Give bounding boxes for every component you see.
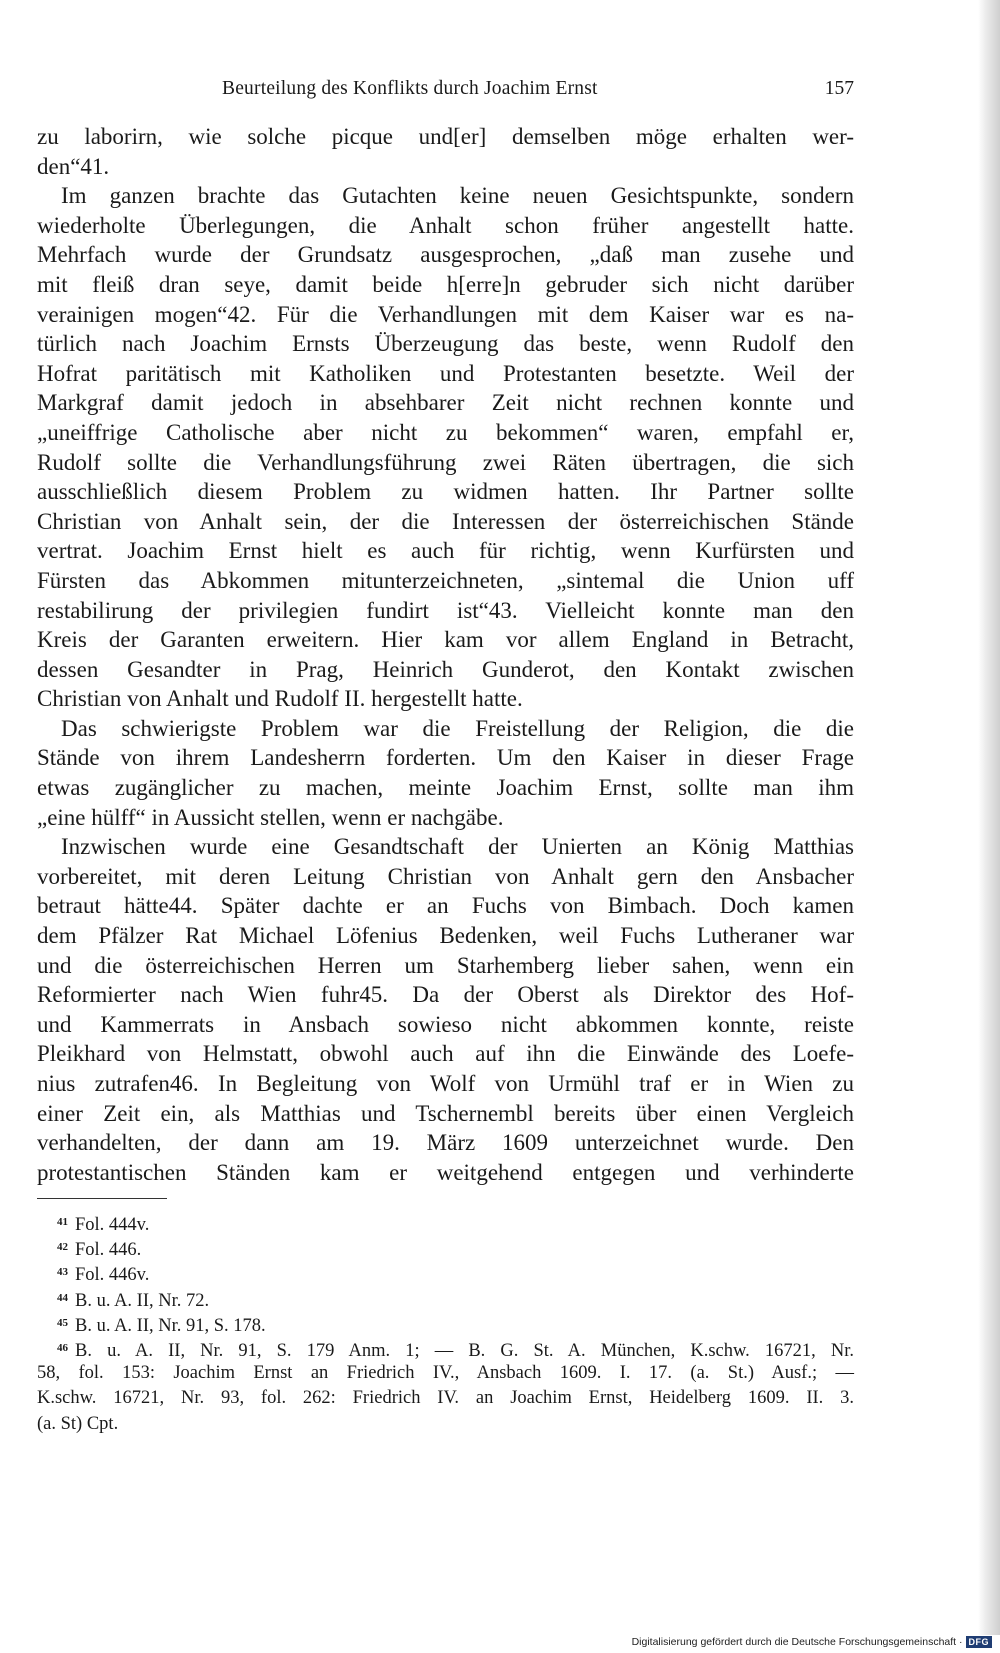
text-line: Markgraf damit jedoch in absehbarer Zeit nicht rechnen konnte und xyxy=(37,390,854,416)
text-line: Im ganzen brachte das Gutachten keine neuen Gesichtspunkte, sondern xyxy=(61,183,854,209)
body-text xyxy=(37,122,854,1187)
text-line: ausschließlich diesem Problem zu widmen hatten. Ihr Partner sollte xyxy=(37,479,854,505)
text-line: etwas zugänglicher zu machen, meinte Joachim Ernst, sollte man ihm xyxy=(37,775,854,801)
text-line: protestantischen Ständen kam er weitgehend entgegen und verhinderte xyxy=(37,1159,854,1185)
text-line: verhandelten, der dann am 19. März 1609 unterzeichnet wurde. Den xyxy=(37,1130,854,1156)
text-line: Christian von Anhalt sein, der die Interessen der österreichischen Stände xyxy=(37,508,854,534)
text-line: Stände von ihrem Landesherrn forderten. Um den Kaiser in dieser Frage xyxy=(37,745,854,771)
scan-edge-shadow xyxy=(978,0,1000,1635)
footnote-separator xyxy=(37,1198,167,1199)
footnote xyxy=(37,1286,854,1311)
footnote-number: 44 xyxy=(57,1291,68,1304)
text-line: zu laborirn, wie solche picque und[er] demselben möge erhalten wer- xyxy=(37,124,854,149)
footnote-text: Fol. 444v. xyxy=(75,1215,150,1235)
text-line: Inzwischen wurde eine Gesandtschaft der Unierten an König Matthias xyxy=(61,834,854,860)
footnote-continuation: (a. St) Cpt. xyxy=(37,1413,119,1434)
text-line: betraut hätte44. Später dachte er an Fuchs von Bimbach. Doch kamen xyxy=(37,893,854,919)
footnote-number: 45 xyxy=(57,1316,68,1329)
text-line: nius zutrafen46. In Begleitung von Wolf von Urmühl traf er in Wien zu xyxy=(37,1071,854,1096)
footnote-text: B. u. A. II, Nr. 91, S. 178. xyxy=(75,1315,266,1336)
dfg-logo: DFG xyxy=(966,1636,993,1648)
text-line: vorbereitet, mit deren Leitung Christian von Anhalt gern den Ansbacher xyxy=(37,863,854,889)
text-line: und Kammerrats in Ansbach sowieso nicht abkommen konnte, reiste xyxy=(37,1011,854,1037)
footnote xyxy=(37,1260,854,1285)
running-head xyxy=(37,78,854,106)
text-line: dessen Gesandter in Prag, Heinrich Gunderot, den Kontakt zwischen xyxy=(37,656,854,682)
footnote-number: 43 xyxy=(57,1266,68,1279)
footnote-text: Fol. 446. xyxy=(75,1240,142,1261)
footer-text: Digitalisierung gefördert durch die Deutsche Forschungsgemeinschaft · xyxy=(631,1636,963,1648)
text-line: Kreis der Garanten erweitern. Hier kam vor allem England in Betracht, xyxy=(37,627,854,653)
running-title: Beurteilung des Konflikts durch Joachim Ernst xyxy=(222,78,598,99)
footnote xyxy=(37,1336,854,1361)
footnote-text: B. u. A. II, Nr. 91, S. 179 Anm. 1; — B. G. St. A. München, K.schw. 16721, Nr. xyxy=(75,1340,854,1361)
footnote-continuation: K.schw. 16721, Nr. 93, fol. 262: Friedrich IV. an Joachim Ernst, Heidelberg 1609. II. 3. xyxy=(37,1388,854,1409)
text-line: mit fleiß dran seye, damit beide h[erre]n gebruder sich nicht darüber xyxy=(37,271,854,297)
footnote xyxy=(37,1235,854,1260)
footnote xyxy=(37,1210,854,1235)
text-line: Fürsten das Abkommen mitunterzeichneten, „sintemal die Union uff xyxy=(37,567,854,593)
footnote-number: 46 xyxy=(57,1341,68,1354)
page-number: 157 xyxy=(824,78,854,99)
text-line: vertrat. Joachim Ernst hielt es auch für richtig, wenn Kurfürsten und xyxy=(37,538,854,564)
text-line: Christian von Anhalt und Rudolf II. hergestellt hatte. xyxy=(37,686,523,712)
text-line: wiederholte Überlegungen, die Anhalt schon früher angestellt hatte. xyxy=(37,212,854,238)
footnotes xyxy=(37,1210,854,1437)
text-line: Hofrat paritätisch mit Katholiken und Protestanten besetzte. Weil der xyxy=(37,360,854,386)
text-line: „uneiffrige Catholische aber nicht zu bekommen“ waren, empfahl er, xyxy=(37,419,854,445)
text-line: Das schwierigste Problem war die Freistellung der Religion, die die xyxy=(61,715,854,741)
text-line: türlich nach Joachim Ernsts Überzeugung das beste, wenn Rudolf den xyxy=(37,331,854,357)
footnote xyxy=(37,1311,854,1336)
text-line: Pleikhard von Helmstatt, obwohl auch auf ihn die Einwände des Loefe- xyxy=(37,1041,854,1067)
text-line: restabilirung der privilegien fundirt ist“43. Vielleicht konnte man den xyxy=(37,597,854,623)
footnote-text: B. u. A. II, Nr. 72. xyxy=(75,1290,210,1311)
footnote-number: 41 xyxy=(57,1216,68,1228)
text-line: einer Zeit ein, als Matthias und Tschernembl bereits über einen Vergleich xyxy=(37,1100,854,1126)
text-line: „eine hülff“ in Aussicht stellen, wenn er nachgäbe. xyxy=(37,804,504,830)
text-line: Reformierter nach Wien fuhr45. Da der Oberst als Direktor des Hof- xyxy=(37,982,854,1008)
text-line: den“41. xyxy=(37,153,110,179)
text-line: Rudolf sollte die Verhandlungsführung zwei Räten übertragen, die sich xyxy=(37,449,854,475)
text-line: verainigen mogen“42. Für die Verhandlungen mit dem Kaiser war es na- xyxy=(37,301,854,327)
digitization-footer xyxy=(632,1634,992,1650)
text-line: dem Pfälzer Rat Michael Löfenius Bedenken, weil Fuchs Lutheraner war xyxy=(37,923,854,949)
text-line: Mehrfach wurde der Grundsatz ausgesprochen, „daß man zusehe und xyxy=(37,242,854,268)
footnote-text: Fol. 446v. xyxy=(75,1265,150,1286)
text-line: und die österreichischen Herren um Starhemberg lieber sahen, wenn ein xyxy=(37,952,854,978)
footnote-continuation: 58, fol. 153: Joachim Ernst an Friedrich IV., Ansbach 1609. I. 17. (a. St.) Ausf.; — xyxy=(37,1363,854,1384)
footnote-number: 42 xyxy=(57,1241,68,1254)
